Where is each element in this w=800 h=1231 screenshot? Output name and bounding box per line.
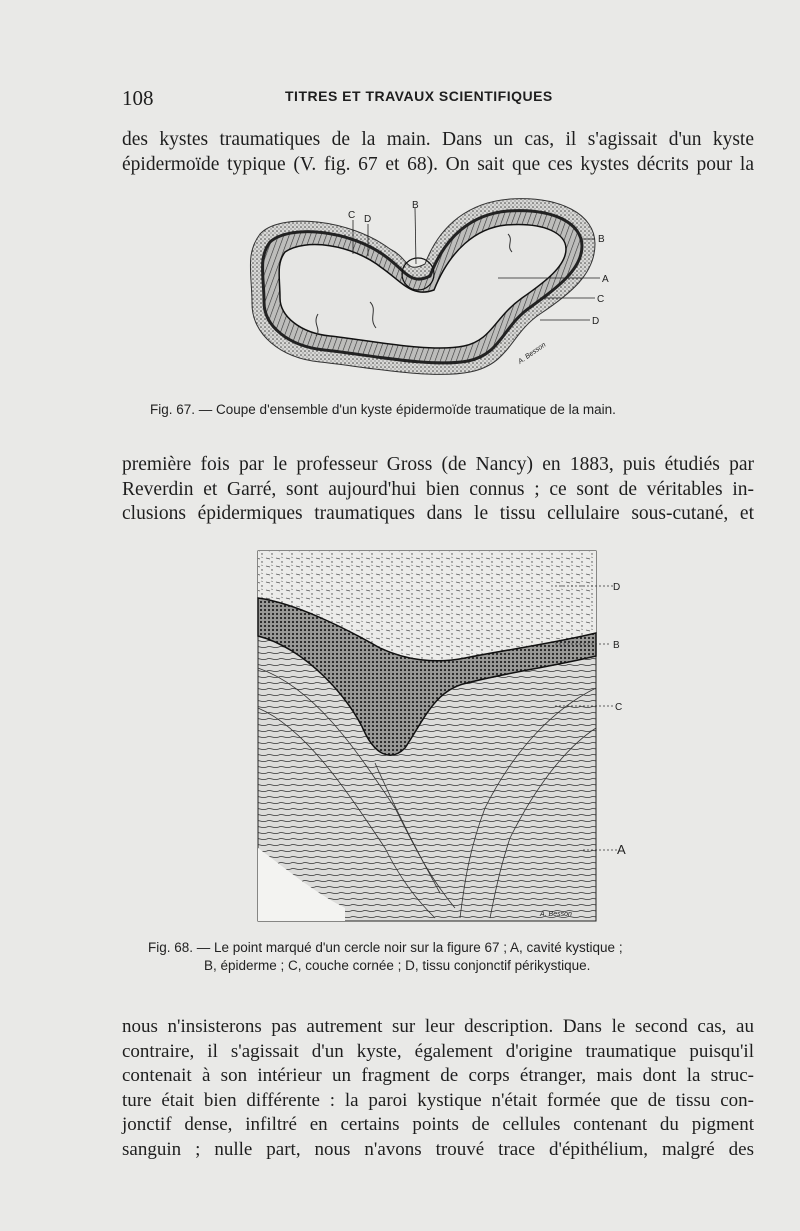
fig67-label-a-right: A bbox=[602, 274, 609, 285]
caption-line: Fig. 68. — Le point marqué d'un cercle noir sur la figure 67 ; A, cavité kystique ; bbox=[148, 940, 623, 955]
figure-68 bbox=[255, 548, 635, 924]
fig67-label-c: C bbox=[348, 210, 356, 221]
text-line: clusions épidermiques traumatiques dans le tissu cellulaire sous-cutané, et bbox=[122, 503, 754, 524]
running-title: TITRES ET TRAVAUX SCIENTIFIQUES bbox=[285, 88, 553, 104]
fig67-label-d-right: D bbox=[592, 316, 600, 327]
paragraph-2 bbox=[122, 453, 754, 527]
page-number: 108 bbox=[122, 86, 154, 110]
text-line: épidermoïde typique (V. fig. 67 et 68). On sait que ces kystes décrits pour la bbox=[122, 153, 754, 175]
fig67-label-b-right: B bbox=[598, 234, 605, 245]
caption-line: B, épiderme ; C, couche cornée ; D, tissu conjonctif périkystique. bbox=[204, 958, 591, 973]
fig68-label-a: A bbox=[617, 842, 626, 857]
fig68-label-b: B bbox=[613, 640, 620, 651]
text-line: Reverdin et Garré, sont aujourd'hui bien connus ; ce sont de véritables in- bbox=[122, 478, 754, 500]
text-line: contenait à son intérieur un fragment de corps étranger, mais dont la struc- bbox=[122, 1065, 754, 1086]
fig68-label-d: D bbox=[613, 582, 621, 593]
fig67-label-c-right: C bbox=[597, 294, 605, 305]
figure-68-caption bbox=[148, 940, 738, 973]
text-line: nous n'insisterons pas autrement sur leur description. Dans le second cas, au bbox=[122, 1016, 754, 1037]
text-line: première fois par le professeur Gross (de Nancy) en 1883, puis étudiés par bbox=[122, 454, 754, 475]
text-line: sanguin ; nulle part, nous n'avons trouvé trace d'épithélium, malgré des bbox=[122, 1138, 754, 1160]
figure-67-caption: Fig. 67. — Coupe d'ensemble d'un kyste épidermoïde traumatique de la main. bbox=[150, 402, 616, 417]
text-line: ture était bien différente : la paroi kystique n'était formée que de tissu con- bbox=[122, 1089, 754, 1111]
text-line: jonctif dense, infiltré en certains points de cellules contenant du pigment bbox=[122, 1114, 754, 1135]
paragraph-1 bbox=[122, 128, 754, 177]
fig68-signature: A. Besson bbox=[540, 911, 572, 918]
fig67-label-b: B bbox=[412, 200, 419, 211]
paragraph-3 bbox=[122, 1015, 754, 1162]
text-line: des kystes traumatiques de la main. Dans un cas, il s'agissait d'un kyste bbox=[122, 129, 754, 150]
text-line: contraire, il s'agissait d'un kyste, également d'origine traumatique puisqu'il bbox=[122, 1040, 754, 1062]
fig67-label-d: D bbox=[364, 214, 372, 225]
fig67-signature: A. Besson bbox=[517, 341, 548, 366]
figure-67 bbox=[240, 194, 620, 389]
fig68-label-c: C bbox=[615, 702, 623, 713]
